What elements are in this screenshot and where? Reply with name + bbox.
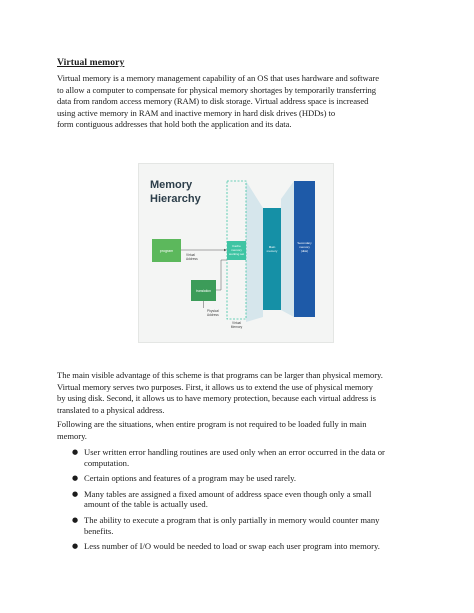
virtual-memory-label: Memory [230, 325, 243, 329]
connector-line [216, 260, 227, 290]
intro-line: Virtual memory is a memory management capability of an OS that uses hardware and software [57, 73, 379, 83]
secondary-memory-label: (disk) [300, 249, 309, 253]
list-item [57, 489, 422, 510]
main-memory-label: memory [266, 249, 278, 253]
bullet-icon: ● [72, 542, 79, 551]
main-memory-box [263, 208, 281, 310]
list-item-line: amount of the table is actually used. [84, 499, 208, 510]
list-item-line: benefits. [84, 525, 114, 536]
list-item-line: Certain options and features of a program may be used rarely. [84, 473, 297, 484]
physical-address-label: Address [207, 313, 219, 317]
main-memory-label: Main [268, 245, 276, 249]
intro-line: form contiguous addresses that hold both the application and its data. [57, 119, 292, 130]
memory-hierarchy-diagram [139, 164, 333, 342]
advantage-line: Virtual memory serves two purposes. First, it allows us to extend the use of physical memory [57, 381, 373, 392]
list-item-line: The ability to execute a program that is only partially in memory would counter many [84, 514, 380, 525]
secondary-memory-label: Secondary [297, 241, 312, 245]
situations-list [57, 447, 422, 557]
situations-line: Following are the situations, when entire program is not required to be loaded fully in main [57, 419, 367, 429]
virtual-memory-box-label: memory [231, 248, 242, 252]
list-item [57, 447, 422, 468]
list-item [57, 473, 422, 484]
list-item-line: Less number of I/O would be needed to load or swap each user program into memory. [84, 541, 380, 552]
figure-title-line2: Hierarchy [150, 193, 201, 205]
intro-line: to allow a computer to compensate for physical memory shortages by temporarily transferring [57, 84, 377, 95]
virtual-memory-box-label: Cache [232, 244, 241, 248]
intro-paragraph [57, 73, 422, 131]
list-item-line: Many tables are assigned a fixed amount of address space even though only a small [84, 488, 372, 499]
advantage-line: translated to a physical address. [57, 404, 165, 415]
list-item-line: User written error handling routines are used only when an error occurred in the data or [84, 447, 385, 457]
advantage-line: by using disk. Second, it allows us to have memory protection, because each virtual address is [57, 393, 376, 404]
bullet-icon: ● [72, 474, 79, 483]
situations-line: memory. [57, 430, 87, 441]
virtual-memory-box-label: working set [228, 252, 245, 256]
intro-line: using active memory in RAM and inactive memory in hard disk drives (HDDs) to [57, 107, 336, 118]
intro-line: data from random access memory (RAM) to disk storage. Virtual address space is increased [57, 96, 369, 107]
list-item [57, 515, 422, 536]
situations-paragraph [57, 419, 422, 442]
list-item-line: computation. [84, 457, 130, 468]
document-heading: Virtual memory [57, 57, 125, 68]
arrowhead [224, 249, 227, 251]
funnel-shape [246, 181, 263, 322]
list-item [57, 541, 422, 552]
advantage-paragraph [57, 370, 422, 416]
advantage-line: The main visible advantage of this scheme is that programs can be larger than physical memory. [57, 370, 383, 380]
program-label: program [159, 249, 174, 253]
virtual-address-label: Address [186, 257, 198, 261]
bullet-icon: ● [72, 489, 79, 498]
memory-hierarchy-figure [138, 163, 334, 343]
translation-label: translation [196, 289, 211, 293]
secondary-memory-label: memory [299, 245, 310, 249]
bullet-icon: ● [72, 448, 79, 456]
virtual-address-label: Virtual [186, 253, 195, 257]
physical-address-label: Physical [207, 309, 219, 313]
virtual-memory-label: Virtual [232, 321, 241, 325]
bullet-icon: ● [72, 515, 79, 524]
figure-title-line1: Memory [150, 179, 193, 191]
funnel-shape [281, 181, 294, 317]
